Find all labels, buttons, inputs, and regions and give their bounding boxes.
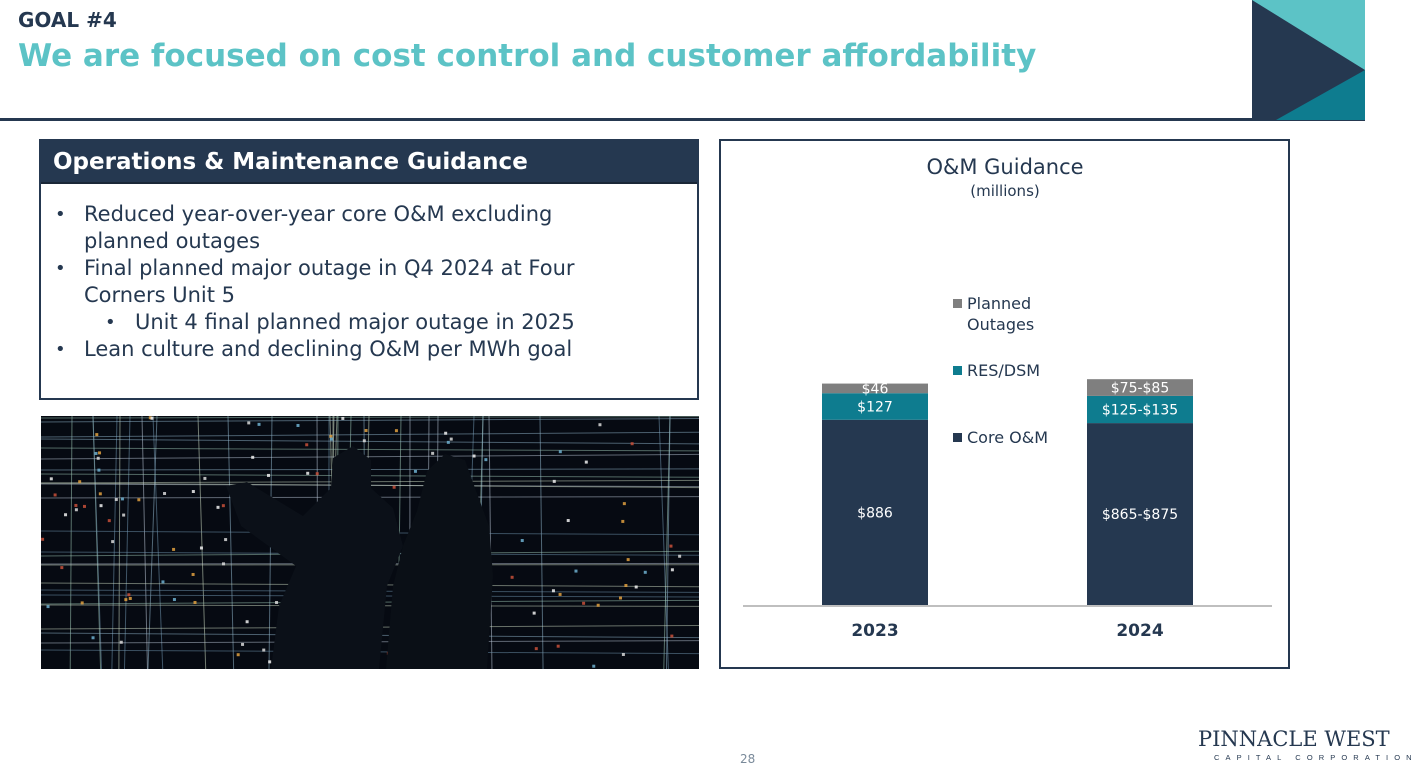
map-node <box>246 620 249 623</box>
map-node <box>275 601 278 604</box>
map-node <box>60 566 63 569</box>
map-node <box>54 493 57 496</box>
map-node <box>670 635 673 638</box>
map-node <box>258 423 261 426</box>
map-node <box>574 570 577 573</box>
map-node <box>296 424 299 427</box>
map-node <box>222 562 225 565</box>
map-node <box>108 519 111 522</box>
map-node <box>100 504 103 507</box>
map-node <box>251 456 254 459</box>
map-node <box>163 492 166 495</box>
map-node <box>330 438 333 441</box>
data-label: $125-$135 <box>1101 402 1179 419</box>
map-node <box>450 438 453 441</box>
map-node <box>621 520 624 523</box>
map-node <box>78 480 81 483</box>
map-node <box>473 455 476 458</box>
map-node <box>552 589 555 592</box>
map-node <box>124 598 127 601</box>
map-node <box>217 506 220 509</box>
map-node <box>224 538 227 541</box>
map-node <box>99 492 102 495</box>
ops-guidance-heading: Operations & Maintenance Guidance <box>41 141 697 184</box>
map-node <box>393 486 396 489</box>
map-node <box>150 417 153 420</box>
map-node <box>553 480 556 483</box>
bullet-text-line: Corners Unit 5 <box>84 283 236 307</box>
map-node <box>203 477 206 480</box>
map-node <box>644 571 647 574</box>
map-node <box>74 504 77 507</box>
map-node <box>120 641 123 644</box>
map-node <box>585 461 588 464</box>
map-node <box>305 443 308 446</box>
slide-title: We are focused on cost control and customer affordability <box>18 38 1037 74</box>
map-node <box>631 442 634 445</box>
map-node <box>268 660 271 663</box>
map-node <box>395 429 398 432</box>
map-node <box>241 643 244 646</box>
bullet-marker: • <box>105 312 116 333</box>
map-node <box>41 538 44 541</box>
ops-bullet-list <box>41 184 697 363</box>
corner-triangles-graphic <box>1252 0 1365 120</box>
map-node <box>619 596 622 599</box>
map-node <box>559 593 562 596</box>
map-node <box>447 441 450 444</box>
map-node <box>365 429 368 432</box>
control-room-photo <box>41 416 699 669</box>
bullet-item <box>55 255 697 309</box>
map-node <box>95 452 98 455</box>
map-node <box>622 653 625 656</box>
legend-marker <box>953 366 962 375</box>
bullet-text-line: Unit 4 final planned major outage in 2025 <box>135 310 575 334</box>
map-node <box>567 519 570 522</box>
chart-subtitle: (millions) <box>970 182 1040 200</box>
data-label: $46 <box>861 381 889 398</box>
bullet-item <box>55 336 697 363</box>
bullet-text-line: Reduced year-over-year core O&M excluding <box>84 202 553 226</box>
data-label: $127 <box>857 399 893 416</box>
bullet-marker: • <box>55 204 66 225</box>
map-node <box>137 498 140 501</box>
bullet-text-line: Final planned major outage in Q4 2024 at Four <box>84 256 575 280</box>
map-node <box>341 417 344 420</box>
x-tick-label: 2024 <box>1116 621 1164 641</box>
map-node <box>557 645 560 648</box>
x-tick-label: 2023 <box>851 621 899 641</box>
page-number: 28 <box>740 752 756 766</box>
legend-marker <box>953 299 962 308</box>
map-node <box>50 477 53 480</box>
map-node <box>262 649 265 652</box>
map-node <box>127 593 130 596</box>
map-node <box>535 647 538 650</box>
grid-map-illustration <box>41 416 699 669</box>
map-node <box>64 513 67 516</box>
bullet-text-line: Lean culture and declining O&M per MWh goal <box>84 337 573 361</box>
chart-title: O&M Guidance <box>926 155 1084 179</box>
map-node <box>306 472 309 475</box>
legend-label: RES/DSM <box>967 361 1041 380</box>
map-node <box>222 504 225 507</box>
map-node <box>363 439 366 442</box>
map-node <box>172 548 175 551</box>
om-guidance-chart-panel <box>719 139 1290 669</box>
map-node <box>669 545 672 548</box>
map-node <box>678 555 681 558</box>
map-node <box>47 605 50 608</box>
legend-marker <box>953 433 962 442</box>
map-node <box>511 576 514 579</box>
map-node <box>414 470 417 473</box>
map-node <box>444 432 447 435</box>
bullet-item <box>55 201 697 255</box>
map-node <box>97 457 100 460</box>
map-node <box>582 602 585 605</box>
map-node <box>267 474 270 477</box>
legend-label: Planned <box>967 294 1032 313</box>
map-node <box>237 653 240 656</box>
map-node <box>200 546 203 549</box>
map-node <box>624 584 627 587</box>
map-node <box>122 514 125 517</box>
map-node <box>192 490 195 493</box>
map-node <box>194 601 197 604</box>
title-divider <box>0 118 1365 121</box>
logo-subtitle: CAPITAL CORPORATION <box>1214 753 1418 762</box>
map-node <box>83 505 86 508</box>
map-node <box>533 612 536 615</box>
map-node <box>521 539 524 542</box>
goal-label: GOAL #4 <box>18 8 117 32</box>
map-node <box>597 604 600 607</box>
logo-wordmark: PINNACLE WEST <box>1198 727 1390 751</box>
map-node <box>121 497 124 500</box>
map-node <box>329 435 332 438</box>
data-label: $75-$85 <box>1110 380 1170 397</box>
map-node <box>635 585 638 588</box>
map-node <box>129 597 132 600</box>
map-node <box>559 450 562 453</box>
legend-label: Core O&M <box>967 428 1048 447</box>
map-node <box>623 502 626 505</box>
bullet-marker: • <box>55 339 66 360</box>
map-node <box>598 423 601 426</box>
map-node <box>111 540 114 543</box>
data-label: $865-$875 <box>1101 507 1179 524</box>
pinnacle-west-logo <box>1198 727 1418 763</box>
map-node <box>98 451 101 454</box>
map-node <box>115 498 118 501</box>
om-guidance-chart <box>721 141 1288 667</box>
map-node <box>97 469 100 472</box>
map-node <box>75 508 78 511</box>
bullet-marker: • <box>55 258 66 279</box>
legend-label: Outages <box>967 315 1035 334</box>
map-node <box>161 580 164 583</box>
map-node <box>671 568 674 571</box>
map-node <box>81 601 84 604</box>
sub-bullet-item <box>55 309 697 336</box>
map-node <box>431 452 434 455</box>
map-node <box>95 433 98 436</box>
map-node <box>173 598 176 601</box>
data-label: $886 <box>857 505 893 522</box>
map-node <box>192 573 195 576</box>
ops-guidance-panel <box>39 139 699 400</box>
map-node <box>92 636 95 639</box>
bullet-text-line: planned outages <box>84 229 261 253</box>
map-node <box>247 421 250 424</box>
map-node <box>592 665 595 668</box>
map-node <box>627 558 630 561</box>
map-node <box>484 458 487 461</box>
map-node <box>316 472 319 475</box>
